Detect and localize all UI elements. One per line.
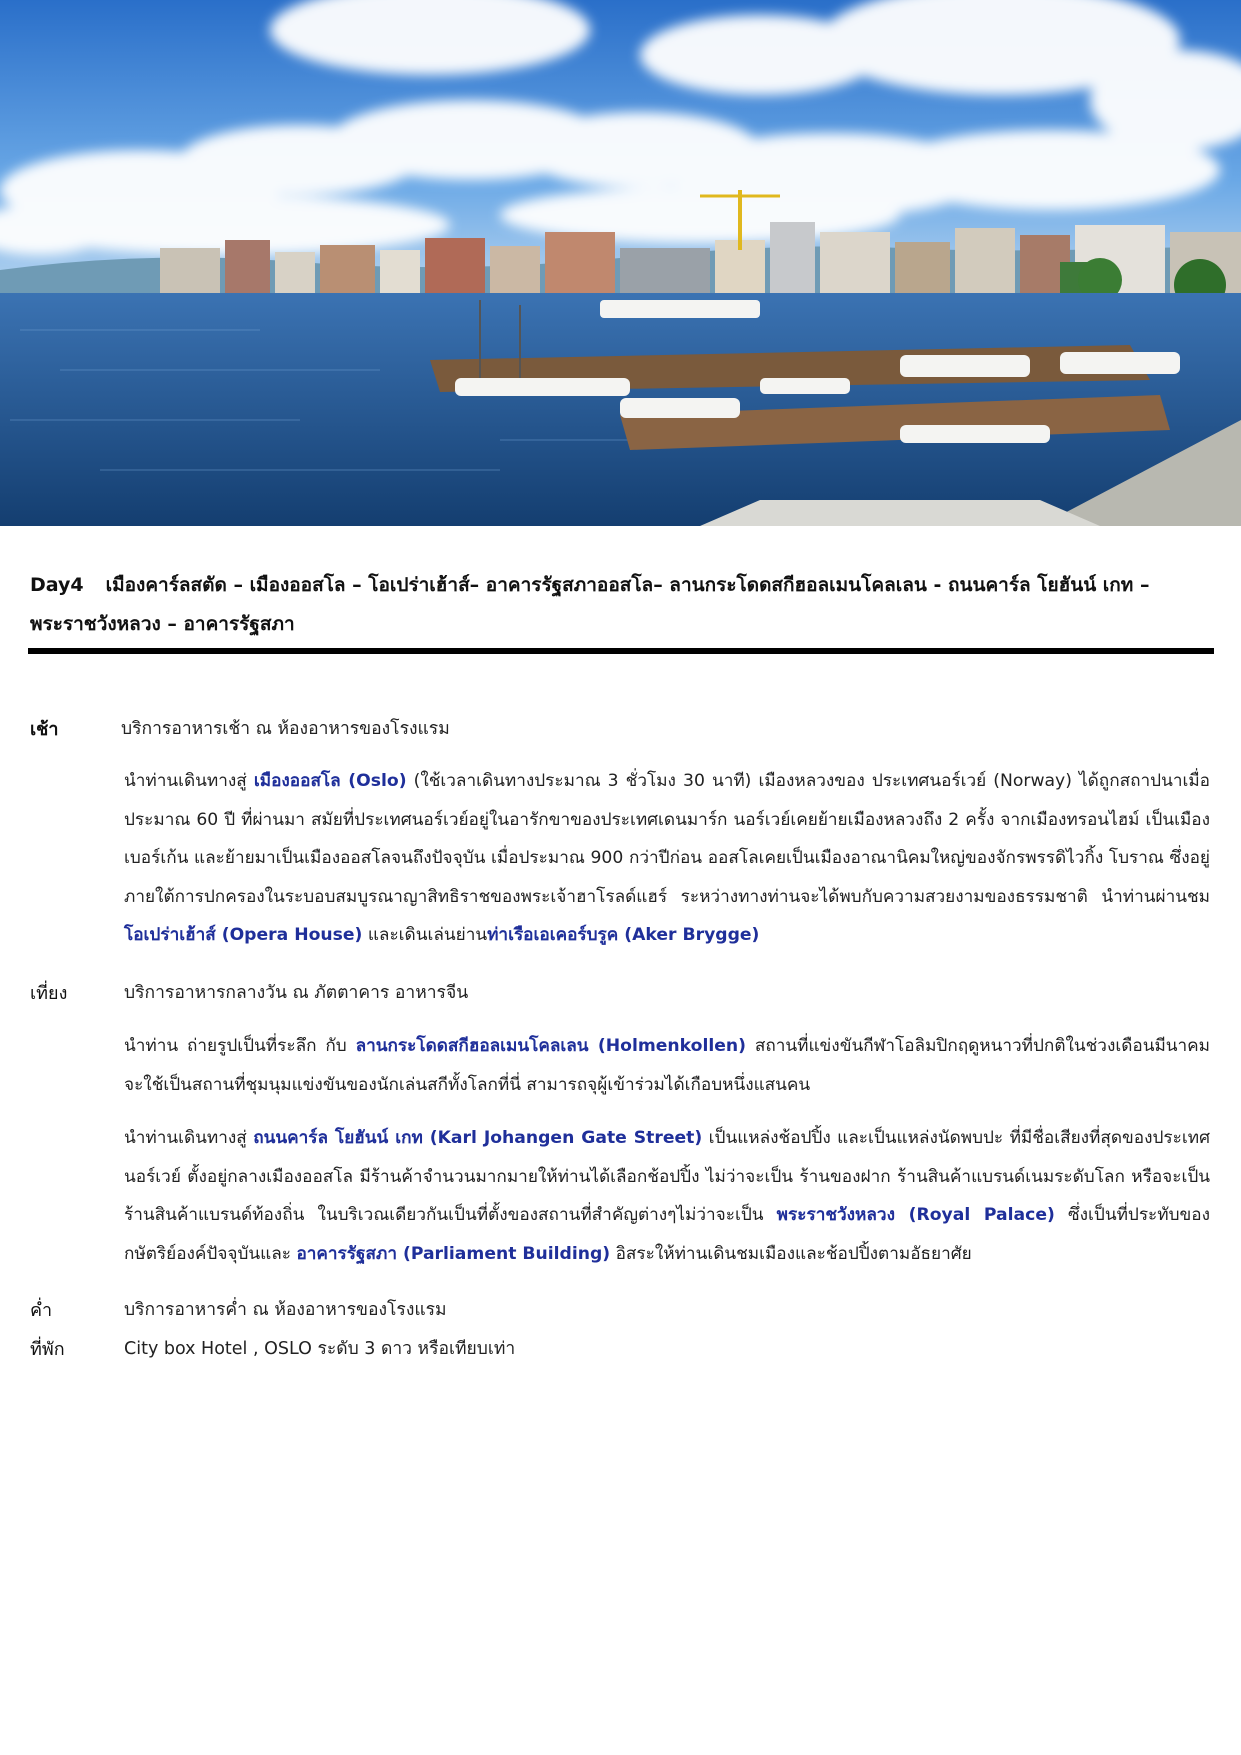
para2-text-1: นำท่าน ถ่ายรูปเป็นที่ระลึก กับ (124, 1036, 356, 1056)
parliament-highlight: อาคารรัฐสภา (Parliament Building) (296, 1243, 611, 1264)
para2-text-2: สถานที่แข่งขันกีฬาโอลิมปิกฤดูหนาวที่ปกติในช่วงเดือนมีนาคมจะใช้เป็นสถานที่ชุมนุมแข่งขันของนักเล่นสกีทั้งโลกที่นี่ สามารถจุผู้เข้าร่วมได้เกือบหนึ่งแสนคน (124, 1036, 1211, 1095)
oslo-paragraph (124, 762, 1210, 955)
hotel-label: ที่พัก (30, 1339, 65, 1360)
para1-text-1: นำท่านเดินทางสู่ (124, 771, 254, 791)
para1-text-2: (ใช้เวลาเดินทางประมาณ 3 ชั่วโมง 30 นาที) เมืองหลวงของ ประเทศนอร์เวย์ (Norway) ได้ถูกสถาปนาเมื่อประมาณ 60 ปี ที่ผ่านมา สมัยที่ประเทศนอร์เวย์อยู่ในอารักขาของประเทศเดนมาร์ก นอร์เวย์เคยย้ายเมืองหลวงถึง 2 ครั้ง จากเมืองทรอนไฮม์ เป็นเมืองเบอร์เก้น และย้ายมาเป็นเมืองออสโลจนถึงปัจจุบัน เมื่อประมาณ 900 กว่าปีก่อน ออสโลเคยเป็นเมืองอาณานิคมใหญ่ของจักรพรรดิไวกิ้ง โบราณ ซึ่งอยู่ภายใต้การปกครองในระบอบสมบูรณาญาสิทธิราชของพระเจ้าฮาโรลด์แฮร์ ระหว่างทางท่านจะได้พบกับความสวยงามของธรรมชาติ นำท่านผ่านชม (124, 771, 1210, 907)
breakfast-text: บริการอาหารเช้า ณ ห้องอาหารของโรงแรม (121, 719, 450, 739)
para3-text-4: อิสระให้ท่านเดินชมเมืองและช้อปปิ้งตามอัธยาศัย (610, 1243, 972, 1264)
breakfast-label: เช้า (30, 719, 59, 740)
aker-brygge-highlight: ท่าเรือเอเคอร์บรูค (Aker Brygge) (487, 925, 760, 945)
karl-johan-paragraph (124, 1119, 1210, 1273)
para3-text-2: เป็นแหล่งช้อปปิ้ง และเป็นแหล่งนัดพบปะ ที่มีชื่อเสียงที่สุดของประเทศนอร์เวย์ ตั้งอยู่กลางเมืองออสโล มีร้านค้าจำนวนมากมายให้ท่านได้เลือกช้อปปิ้ง ไม่ว่าจะเป็น ร้านของฝาก ร้านสินค้าแบรนด์เนมระดับโลก หรือจะเป็นร้านสินค้าแบรนด์ท้องถิ่น ในบริเวณเดียวกันเป็นที่ตั้งของสถานที่สำคัญต่างๆไม่ว่าจะเป็น (124, 1128, 1210, 1225)
holmenkollen-paragraph (124, 1027, 1210, 1104)
hotel-text: City box Hotel , OSLO ระดับ 3 ดาว หรือเทียบเท่า (124, 1339, 516, 1359)
lunch-text: บริการอาหารกลางวัน ณ ภัตตาคาร อาหารจีน (124, 983, 469, 1003)
para1-text-3: และเดินเล่นย่าน (362, 925, 488, 945)
lunch-label: เที่ยง (30, 983, 68, 1004)
dinner-text: บริการอาหารค่ำ ณ ห้องอาหารของโรงแรม (124, 1300, 447, 1320)
para3-text-3: ซึ่งเป็นที่ประทับของกษัตริย์องค์ปัจจุบันและ (124, 1205, 1210, 1264)
para3-text-1: นำท่านเดินทางสู่ (124, 1128, 254, 1148)
day-title: เมืองคาร์ลสตัด – เมืองออสโล – โอเปร่าเฮ้าส์– อาคารรัฐสภาออสโล– ลานกระโดดสกีฮอลเมนโคลเลน - ถนนคาร์ล โยฮันน์ เกท – พระราชวังหลวง – อาคารรัฐสภา (30, 574, 1150, 635)
royal-palace-highlight: พระราชวังหลวง (Royal Palace) (776, 1205, 1055, 1225)
day-heading (30, 566, 1210, 644)
day-number: Day4 (30, 574, 84, 596)
dinner-label: ค่ำ (30, 1300, 53, 1321)
holmenkollen-highlight: ลานกระโดดสกีฮอลเมนโคลเลน (Holmenkollen) (355, 1036, 746, 1056)
karl-johan-highlight: ถนนคาร์ล โยฮันน์ เกท (Karl Johangen Gate Street) (253, 1128, 703, 1148)
hero-photo (0, 0, 1241, 526)
oslo-highlight: เมืองออสโล (Oslo) (253, 771, 407, 791)
opera-house-highlight: โอเปร่าเฮ้าส์ (Opera House) (124, 925, 363, 945)
heading-divider (28, 648, 1214, 654)
